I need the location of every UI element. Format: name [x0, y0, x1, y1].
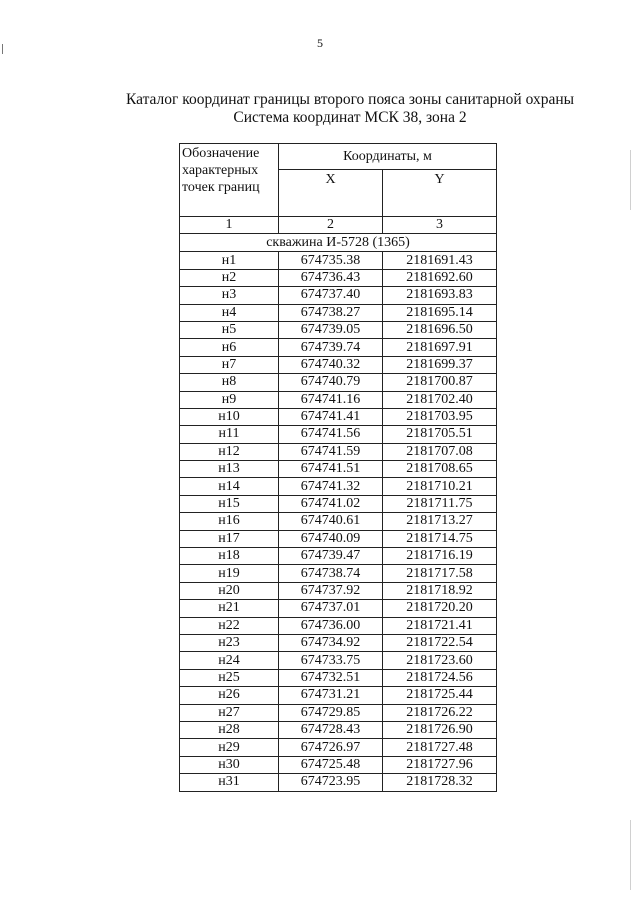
- x-coordinate-cell: 674723.95: [279, 774, 383, 791]
- y-coordinate-cell: 2181695.14: [383, 304, 497, 321]
- y-coordinate-cell: 2181714.75: [383, 530, 497, 547]
- table-row: [180, 669, 497, 686]
- table-row: [180, 495, 497, 512]
- x-coordinate-cell: 674738.74: [279, 565, 383, 582]
- point-cell: н1: [180, 252, 279, 269]
- point-cell: н27: [180, 704, 279, 721]
- x-coordinate-cell: 674738.27: [279, 304, 383, 321]
- header-designation: Обозначение характерных точек границ: [180, 144, 279, 217]
- x-coordinate-cell: 674729.85: [279, 704, 383, 721]
- y-coordinate-cell: 2181691.43: [383, 252, 497, 269]
- table-row: [180, 339, 497, 356]
- point-cell: н7: [180, 356, 279, 373]
- table-row: [180, 565, 497, 582]
- table-row: [180, 391, 497, 408]
- x-coordinate-cell: 674741.59: [279, 443, 383, 460]
- point-cell: н8: [180, 374, 279, 391]
- table-row: [180, 704, 497, 721]
- y-coordinate-cell: 2181705.51: [383, 426, 497, 443]
- point-cell: н16: [180, 513, 279, 530]
- point-cell: н30: [180, 756, 279, 773]
- point-cell: н13: [180, 461, 279, 478]
- y-coordinate-cell: 2181711.75: [383, 495, 497, 512]
- x-coordinate-cell: 674731.21: [279, 687, 383, 704]
- table-row: [180, 374, 497, 391]
- table-row: [180, 582, 497, 599]
- y-coordinate-cell: 2181728.32: [383, 774, 497, 791]
- scan-mark-left: [2, 44, 3, 54]
- point-cell: н15: [180, 495, 279, 512]
- x-coordinate-cell: 674740.09: [279, 530, 383, 547]
- x-coordinate-cell: 674739.74: [279, 339, 383, 356]
- point-cell: н4: [180, 304, 279, 321]
- table-row: [180, 739, 497, 756]
- point-cell: н21: [180, 600, 279, 617]
- point-cell: н6: [180, 339, 279, 356]
- y-coordinate-cell: 2181717.58: [383, 565, 497, 582]
- x-coordinate-cell: 674728.43: [279, 721, 383, 738]
- point-cell: н20: [180, 582, 279, 599]
- y-coordinate-cell: 2181713.27: [383, 513, 497, 530]
- y-coordinate-cell: 2181727.96: [383, 756, 497, 773]
- table-row: [180, 356, 497, 373]
- point-cell: н23: [180, 634, 279, 651]
- x-coordinate-cell: 674739.47: [279, 548, 383, 565]
- table-row: [180, 687, 497, 704]
- column-number-row: [180, 217, 497, 234]
- header-x: X: [279, 170, 383, 217]
- x-coordinate-cell: 674741.51: [279, 461, 383, 478]
- y-coordinate-cell: 2181726.90: [383, 721, 497, 738]
- x-coordinate-cell: 674726.97: [279, 739, 383, 756]
- table-row: [180, 269, 497, 286]
- y-coordinate-cell: 2181725.44: [383, 687, 497, 704]
- table-row: [180, 426, 497, 443]
- x-coordinate-cell: 674737.01: [279, 600, 383, 617]
- table-row: [180, 774, 497, 791]
- title-line-2: Система координат МСК 38, зона 2: [233, 109, 467, 126]
- table-row: [180, 304, 497, 321]
- x-coordinate-cell: 674741.41: [279, 408, 383, 425]
- table-row: [180, 652, 497, 669]
- point-cell: н5: [180, 321, 279, 338]
- table-row: [180, 530, 497, 547]
- x-coordinate-cell: 674735.38: [279, 252, 383, 269]
- point-cell: н12: [180, 443, 279, 460]
- point-cell: н19: [180, 565, 279, 582]
- y-coordinate-cell: 2181697.91: [383, 339, 497, 356]
- y-coordinate-cell: 2181699.37: [383, 356, 497, 373]
- point-cell: н9: [180, 391, 279, 408]
- section-title: скважина И-5728 (1365): [180, 234, 497, 252]
- point-cell: н17: [180, 530, 279, 547]
- x-coordinate-cell: 674736.43: [279, 269, 383, 286]
- y-coordinate-cell: 2181726.22: [383, 704, 497, 721]
- y-coordinate-cell: 2181718.92: [383, 582, 497, 599]
- table-row: [180, 408, 497, 425]
- point-cell: н10: [180, 408, 279, 425]
- point-cell: н26: [180, 687, 279, 704]
- table-row: [180, 513, 497, 530]
- table-row: [180, 756, 497, 773]
- table-row: [180, 548, 497, 565]
- table-row: [180, 461, 497, 478]
- x-coordinate-cell: 674740.61: [279, 513, 383, 530]
- y-coordinate-cell: 2181727.48: [383, 739, 497, 756]
- y-coordinate-cell: 2181703.95: [383, 408, 497, 425]
- y-coordinate-cell: 2181707.08: [383, 443, 497, 460]
- section-row: [180, 234, 497, 252]
- point-cell: н24: [180, 652, 279, 669]
- column-number-1: 1: [180, 217, 279, 234]
- x-coordinate-cell: 674737.92: [279, 582, 383, 599]
- x-coordinate-cell: 674732.51: [279, 669, 383, 686]
- column-number-3: 3: [383, 217, 497, 234]
- point-cell: н29: [180, 739, 279, 756]
- header-y: Y: [383, 170, 497, 217]
- header-coordinates: Координаты, м: [279, 144, 497, 170]
- y-coordinate-cell: 2181722.54: [383, 634, 497, 651]
- y-coordinate-cell: 2181724.56: [383, 669, 497, 686]
- x-coordinate-cell: 674737.40: [279, 287, 383, 304]
- table-row: [180, 617, 497, 634]
- point-cell: н11: [180, 426, 279, 443]
- x-coordinate-cell: 674736.00: [279, 617, 383, 634]
- x-coordinate-cell: 674725.48: [279, 756, 383, 773]
- table-row: [180, 600, 497, 617]
- x-coordinate-cell: 674741.16: [279, 391, 383, 408]
- y-coordinate-cell: 2181708.65: [383, 461, 497, 478]
- table-row: [180, 287, 497, 304]
- y-coordinate-cell: 2181700.87: [383, 374, 497, 391]
- point-cell: н18: [180, 548, 279, 565]
- x-coordinate-cell: 674740.32: [279, 356, 383, 373]
- document-title: [40, 91, 640, 127]
- title-line-1: Каталог координат границы второго пояса зоны санитарной охраны: [125, 91, 575, 108]
- x-coordinate-cell: 674741.32: [279, 478, 383, 495]
- table-row: [180, 634, 497, 651]
- y-coordinate-cell: 2181720.20: [383, 600, 497, 617]
- y-coordinate-cell: 2181693.83: [383, 287, 497, 304]
- point-cell: н25: [180, 669, 279, 686]
- point-cell: н14: [180, 478, 279, 495]
- x-coordinate-cell: 674734.92: [279, 634, 383, 651]
- point-cell: н22: [180, 617, 279, 634]
- x-coordinate-cell: 674733.75: [279, 652, 383, 669]
- point-cell: н31: [180, 774, 279, 791]
- coordinates-table: [179, 143, 497, 792]
- header-row-1: [180, 144, 497, 170]
- page-number: 5: [317, 36, 323, 50]
- table-row: [180, 721, 497, 738]
- table-row: [180, 252, 497, 269]
- y-coordinate-cell: 2181692.60: [383, 269, 497, 286]
- y-coordinate-cell: 2181716.19: [383, 548, 497, 565]
- x-coordinate-cell: 674741.56: [279, 426, 383, 443]
- y-coordinate-cell: 2181696.50: [383, 321, 497, 338]
- table-row: [180, 443, 497, 460]
- y-coordinate-cell: 2181710.21: [383, 478, 497, 495]
- column-number-2: 2: [279, 217, 383, 234]
- point-cell: н28: [180, 721, 279, 738]
- x-coordinate-cell: 674739.05: [279, 321, 383, 338]
- y-coordinate-cell: 2181723.60: [383, 652, 497, 669]
- y-coordinate-cell: 2181702.40: [383, 391, 497, 408]
- x-coordinate-cell: 674740.79: [279, 374, 383, 391]
- table-row: [180, 478, 497, 495]
- y-coordinate-cell: 2181721.41: [383, 617, 497, 634]
- point-cell: н3: [180, 287, 279, 304]
- scan-mark-right-top: [630, 150, 631, 210]
- x-coordinate-cell: 674741.02: [279, 495, 383, 512]
- scan-mark-right-bottom: [630, 820, 631, 890]
- table-row: [180, 321, 497, 338]
- coordinates-table-body: [180, 144, 497, 792]
- point-cell: н2: [180, 269, 279, 286]
